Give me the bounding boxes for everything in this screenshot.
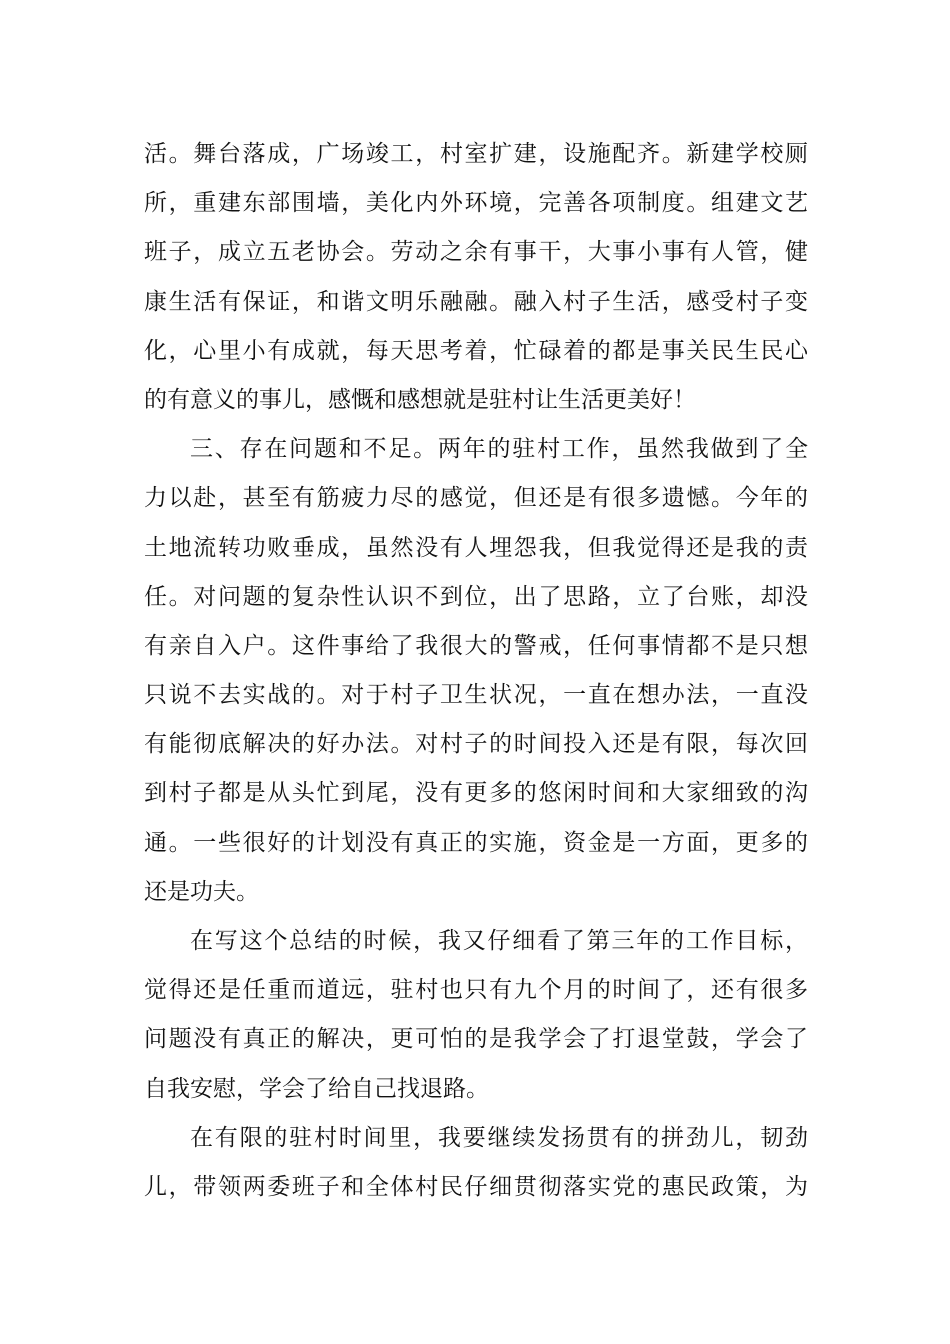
text-line: 化，心里小有成就，每天思考着，忙碌着的都是事关民生民心	[144, 337, 808, 364]
text-line: 儿，带领两委班子和全体村民仔细贯彻落实党的惠民政策，为	[144, 1173, 808, 1200]
text-line: 康生活有保证，和谐文明乐融融。融入村子生活，感受村子变	[144, 288, 808, 315]
body-text	[144, 130, 808, 1212]
text-line: 活。舞台落成，广场竣工，村室扩建，设施配齐。新建学校厕	[144, 141, 808, 167]
text-line: 有亲自入户。这件事给了我很大的警戒，任何事情都不是只想	[144, 632, 808, 659]
text-line: 三、存在问题和不足。两年的驻村工作，虽然我做到了全	[190, 436, 808, 463]
text-line: 任。对问题的复杂性认识不到位，出了思路，立了台账，却没	[144, 583, 808, 610]
text-line: 在写这个总结的时候，我又仔细看了第三年的工作目标，	[190, 928, 808, 954]
text-line: 力以赴，甚至有筋疲力尽的感觉，但还是有很多遗憾。今年的	[144, 485, 808, 512]
text-line: 通。一些很好的计划没有真正的实施，资金是一方面，更多的	[144, 829, 808, 856]
text-line: 在有限的驻村时间里，我要继续发扬贯有的拼劲儿，韧劲	[190, 1124, 808, 1151]
text-line: 还是功夫。	[144, 878, 259, 905]
text-line: 班子，成立五老协会。劳动之余有事干，大事小事有人管，健	[144, 239, 808, 266]
text-line: 有能彻底解决的好办法。对村子的时间投入还是有限，每次回	[144, 731, 808, 758]
text-line: 的有意义的事儿，感慨和感想就是驻村让生活更美好！	[144, 386, 696, 413]
text-line: 觉得还是任重而道远，驻村也只有九个月的时间了，还有很多	[144, 977, 808, 1004]
text-line: 只说不去实战的。对于村子卫生状况，一直在想办法，一直没	[144, 682, 808, 709]
text-line: 所，重建东部围墙，美化内外环境，完善各项制度。组建文艺	[144, 190, 808, 217]
text-line: 自我安慰，学会了给自己找退路。	[144, 1075, 489, 1102]
text-line: 到村子都是从头忙到尾，没有更多的悠闲时间和大家细致的沟	[144, 780, 808, 807]
text-line: 问题没有真正的解决，更可怕的是我学会了打退堂鼓，学会了	[144, 1026, 808, 1053]
text-line: 土地流转功败垂成，虽然没有人埋怨我，但我觉得还是我的责	[144, 534, 808, 561]
